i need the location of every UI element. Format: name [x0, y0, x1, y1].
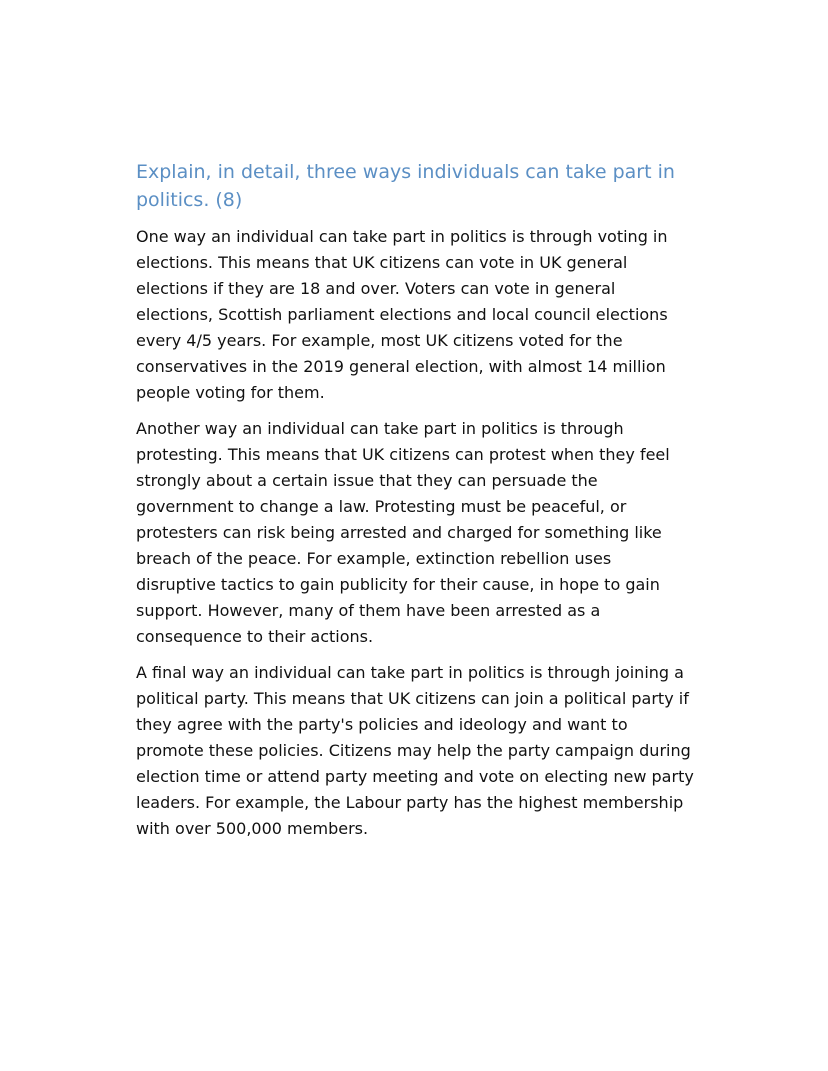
question-heading: Explain, in detail, three ways individuals can take part in politics. (8) [136, 161, 675, 211]
paragraph-protesting: Another way an individual can take part in politics is through protesting. This means that UK citizens can protest when they feel strongly about a certain issue that they can persuade the government to change a law. Protesting must be peaceful, or protesters can risk being arrested and charged for something like breach of the peace. For example, extinction rebellion uses disruptive tactics to gain publicity for their cause, in hope to gain support. However, many of them have been arrested as a consequence to their actions. [136, 419, 670, 646]
paragraph-political-party: A final way an individual can take part in politics is through joining a political party. This means that UK citizens can join a political party if they agree with the party's policies and ideology and want to promote these policies. Citizens may help the party campaign during election time or attend party meeting and vote on electing new party leaders. For example, the Labour party has the highest membership with over 500,000 members. [136, 663, 694, 838]
document-body [136, 158, 696, 852]
paragraph-voting: One way an individual can take part in politics is through voting in elections. This means that UK citizens can vote in UK general elections if they are 18 and over. Voters can vote in general elections, Scottish parliament elections and local council elections every 4/5 years. For example, most UK citizens voted for the conservatives in the 2019 general election, with almost 14 million people voting for them. [136, 227, 668, 402]
